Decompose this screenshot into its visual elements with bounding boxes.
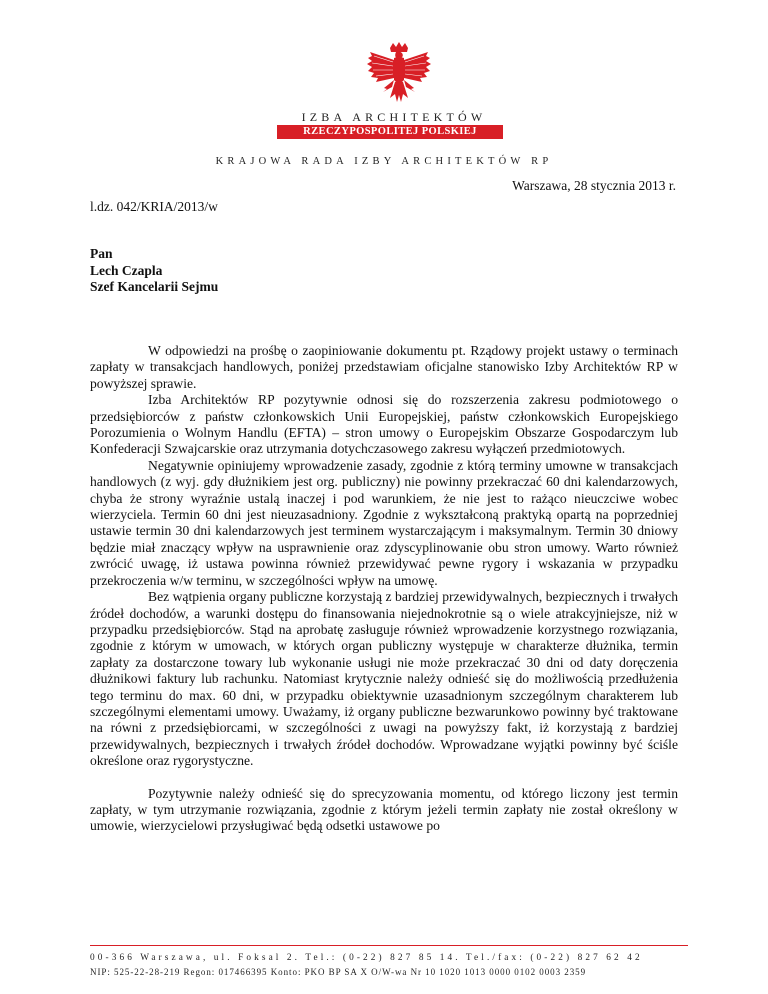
body-paragraph: Negatywnie opiniujemy wprowadzenie zasady, zgodnie z którą terminy umowne w transakcjach handlowych (z wyj. gdy dłużnikiem jest org. publiczny) nie powinny przekraczać 60 dni kalendarzowych, chyba że strony wyraźnie ustalą inaczej i pod warunkiem, że nie jest to rażąco nieuczciwe wobec wierzyciela. Termin 60 dni jest nieuzasadniony. Zgodnie z wykształconą praktyką opartą na poprzedniej ustawie termin 30 dni kalendarzowych jest terminem wystarczającym i maksymalnym. Termin 30 dniowy będzie miał znaczący wpływ na usprawnienie oraz zdyscyplinowanie obu stron umowy. Warto również zwrócić uwagę, iż ustawa powinna również przewidywać pewne rygory i wskazania w przypadku przekroczenia w/w terminu, w szczególności wpływ na umowę. bbox=[90, 457, 678, 588]
recipient-block bbox=[90, 246, 218, 296]
recipient-name: Lech Czapla bbox=[90, 262, 163, 278]
letter-body bbox=[90, 343, 678, 835]
footer-registry: NIP: 525-22-28-219 Regon: 017466395 Konto: PKO BP SA X O/W-wa Nr 10 1020 1013 0000 0102 0003 2359 bbox=[90, 967, 587, 977]
footer-address: 00-366 Warszawa, ul. Foksal 2. Tel.: (0-22) 827 85 14. Tel./fax: (0-22) 827 62 42 bbox=[90, 953, 643, 963]
body-paragraph: Izba Architektów RP pozytywnie odnosi się do rozszerzenia zakresu podmiotowego o przedsiębiorców z państw członkowskich Unii Europejskiej, państw członkowskich Europejskiego Porozumienia o Wolnym Handlu (EFTA) – stron umowy o Europejskim Obszarze Gospodarczym lub Konfederacji Szwajcarskie oraz utrzymania dotychczasowego zakresu wyłączeń przedmiotowych. bbox=[90, 392, 678, 457]
place-date: Warszawa, 28 stycznia 2013 r. bbox=[512, 178, 676, 193]
recipient-salutation: Pan bbox=[90, 246, 113, 261]
eagle-emblem-icon bbox=[366, 42, 432, 108]
org-subtitle-banner: RZECZYPOSPOLITEJ POLSKIEJ bbox=[277, 125, 503, 139]
recipient-title: Szef Kancelarii Sejmu bbox=[90, 279, 219, 294]
footer-divider bbox=[90, 945, 688, 946]
body-paragraph: W odpowiedzi na prośbę o zaopiniowanie dokumentu pt. Rządowy projekt ustawy o terminach zapłaty w transakcjach handlowych, poniżej przedstawiam oficjalne stanowisko Izby Architektów RP w powyższej sprawie. bbox=[90, 343, 678, 391]
council-name: KRAJOWA RADA IZBY ARCHITEKTÓW RP bbox=[215, 156, 553, 167]
body-paragraph: Pozytywnie należy odnieść się do sprecyzowania momentu, od którego liczony jest termin zapłaty, w tym utrzymanie rozwiązania, zgodnie z którym jeżeli termin zapłaty nie został określony w umowie, wierzycielowi przysługiwać będą odsetki ustawowe po bbox=[90, 785, 678, 834]
body-paragraph: Bez wątpienia organy publiczne korzystają z bardziej przewidywalnych, bezpiecznych i trwałych źródeł dochodów, a warunki dostępu do finansowania niejednokrotnie są o wiele atrakcyjniejsze, niż w przypadku przedsiębiorców. Stąd na aprobatę zasługuje również wprowadzenie korzystnego rozwiązania, zgodnie z którym w umowach, w których organ publiczny występuje w charakterze dłużnika, termin zapłaty za dostarczone towary lub wykonanie usługi nie może przekraczać 30 dni od daty doręczenia dłużnikowi faktury lub rachunku. Natomiast krytycznie należy odnieść się do możliwością przedłużenia tego terminu do max. 60 dni, w przypadku obiektywnie uzasadnionym szczególnym charakterem lub szczególnymi elementami umowy. Uważamy, iż organy publiczne bezwarunkowo powinny być traktowane na równi z przedsiębiorcami, w szczególności z uwagi na powyższy fakt, iż korzystają z bardziej przewidywalnych, bezpiecznych i trwałych źródeł dochodów. Wprowadzane wyjątki powinny być ściśle określone oraz rygorystyczne. bbox=[90, 589, 678, 769]
org-name: IZBA ARCHITEKTÓW bbox=[301, 110, 487, 124]
reference-number: l.dz. 042/KRIA/2013/w bbox=[90, 199, 218, 214]
